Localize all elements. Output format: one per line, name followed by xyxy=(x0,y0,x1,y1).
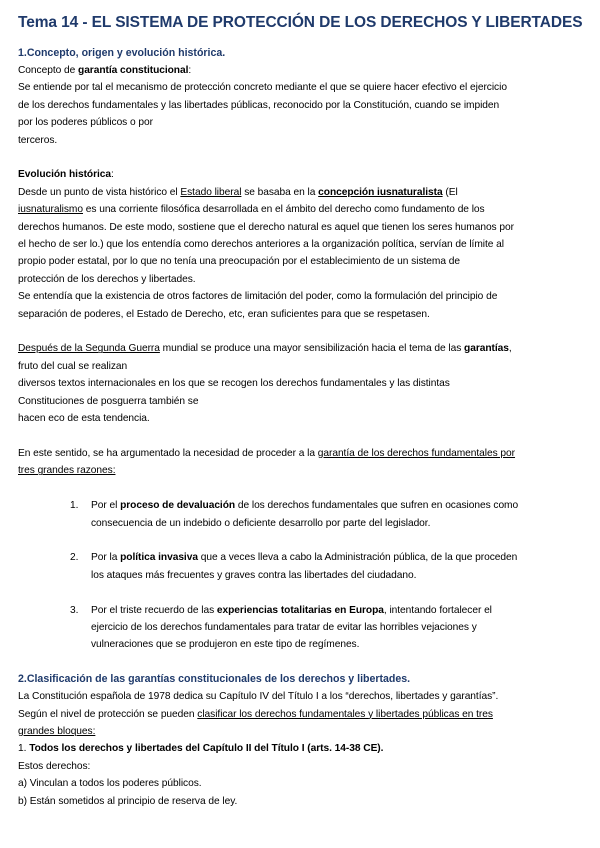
item-b: b) Están sometidos al principio de reserva de ley. xyxy=(18,795,238,807)
reason-item xyxy=(18,549,584,584)
razones-intro-line-1 xyxy=(18,448,515,459)
reason-number: 1. xyxy=(70,500,79,512)
reason-key-term: experiencias totalitarias en Europa xyxy=(216,604,384,616)
text: Por el xyxy=(91,500,121,512)
text: En este sentido, se ha argumentado la necesidad de proceder a la xyxy=(18,447,318,459)
section-1-heading: 1.Concepto, origen y evolución histórica. xyxy=(18,47,226,59)
evolucion-heading: Evolución histórica xyxy=(18,169,112,181)
concept-label: Concepto de xyxy=(18,65,79,76)
concept-line xyxy=(18,62,584,79)
garantia-derechos-term: garantía de los derechos fundamentales por xyxy=(317,447,516,459)
spacer xyxy=(18,654,584,671)
reason-line-1 xyxy=(91,605,492,616)
posguerra-line-1 xyxy=(18,343,512,354)
bloques-term: clasificar los derechos fundamentales y libertades públicas en tres xyxy=(197,708,493,720)
reason-line: consecuencia de un indebido o deficiente desarrollo por parte del legislador. xyxy=(91,517,431,529)
spacer xyxy=(18,149,584,166)
reason-number: 2. xyxy=(70,552,79,564)
iusnaturalismo-term: iusnaturalismo xyxy=(18,204,83,216)
historia-line: protección de los derechos y libertades. xyxy=(18,273,196,285)
section-2-heading: 2.Clasificación de las garantías constitucionales de los derechos y libertades. xyxy=(18,673,411,686)
reason-number: 3. xyxy=(70,604,79,616)
text: es una corriente filosófica desarrollada en el ámbito del derecho como fundamento de los xyxy=(82,204,485,216)
historia-paragraph xyxy=(18,184,584,323)
bloque-1-line xyxy=(18,743,383,754)
spacer xyxy=(18,428,584,445)
definition-line: de los derechos fundamentales y las libertades públicas, reconocido por la Constitución, cuando se impiden xyxy=(18,99,500,111)
segunda-guerra-term: Después de la Segunda Guerra xyxy=(18,343,160,355)
section-clasificacion xyxy=(18,671,584,810)
text: Por la xyxy=(91,552,121,564)
estos-derechos-line: Estos derechos: xyxy=(18,760,91,772)
text: , xyxy=(508,343,512,355)
posguerra-paragraph xyxy=(18,340,584,427)
text: de los derechos fundamentales que sufren en ocasiones como xyxy=(235,500,519,512)
clasificacion-line: La Constitución española de 1978 dedica su Capítulo IV del Título I a los “derechos, libertades y garantías”. xyxy=(18,691,499,703)
historia-line: el hecho de ser lo.) que los entendía como derechos anteriores a la organización política, servían de límite al xyxy=(18,239,504,251)
posguerra-line: hacen eco de esta tendencia. xyxy=(18,413,150,425)
clasificacion-line-2 xyxy=(18,709,493,720)
posguerra-line: diversos textos internacionales en los que se recogen los derechos fundamentales y las distintas xyxy=(18,378,450,390)
estado-liberal-term: Estado liberal xyxy=(180,186,242,198)
concepcion-term: concepción iusnaturalista xyxy=(318,186,443,198)
reason-item xyxy=(18,497,584,532)
definition-paragraph xyxy=(18,79,584,149)
reason-key-term: proceso de devaluación xyxy=(120,500,236,512)
text: Desde un punto de vista histórico el xyxy=(18,186,181,198)
section-concepto xyxy=(18,45,584,671)
spacer xyxy=(18,323,584,340)
item-a: a) Vinculan a todos los poderes públicos. xyxy=(18,778,202,790)
text: que a veces lleva a cabo la Administración pública, de la que proceden xyxy=(197,552,518,564)
historia-line: derechos humanos. De este modo, sostiene que el derecho natural es aquel que tienen los seres humanos por xyxy=(18,221,514,233)
spacer xyxy=(18,480,584,497)
garantias-term: garantías xyxy=(464,343,509,355)
text: , intentando fortalecer el xyxy=(383,604,492,616)
reasons-list xyxy=(18,497,584,654)
razones-intro-paragraph xyxy=(18,445,584,480)
reason-line: vulneraciones que se produjeron en este tipo de regímenes. xyxy=(91,639,360,651)
posguerra-line: fruto del cual se realizan xyxy=(18,360,128,372)
document-page xyxy=(18,14,584,810)
text: Por el triste recuerdo de las xyxy=(91,604,217,616)
bloque-1-number: 1. xyxy=(18,743,30,755)
historia-line-2 xyxy=(18,204,485,215)
text: (El xyxy=(442,186,458,198)
clasificacion-paragraph xyxy=(18,688,584,810)
concept-term: garantía constitucional xyxy=(78,65,189,76)
bloque-1-title: Todos los derechos y libertades del Capítulo II del Título I (arts. 14-38 CE). xyxy=(29,743,384,755)
evolucion-colon: : xyxy=(111,169,114,181)
document-title: Tema 14 - EL SISTEMA DE PROTECCIÓN DE LOS DERECHOS Y LIBERTADES xyxy=(18,14,583,31)
text: Según el nivel de protección se pueden xyxy=(18,708,198,720)
posguerra-line: Constituciones de posguerra también se xyxy=(18,395,199,407)
historia-line: Se entendía que la existencia de otros factores de limitación del poder, como la formulación del principio de xyxy=(18,291,498,303)
tres-razones-term: tres grandes razones: xyxy=(18,465,116,477)
reason-item xyxy=(18,602,584,654)
definition-line: terceros. xyxy=(18,134,58,146)
reason-line: los ataques más frecuentes y graves contra las libertades del ciudadano. xyxy=(91,569,417,581)
evolucion-heading-line xyxy=(18,166,584,183)
reason-key-term: política invasiva xyxy=(120,552,198,564)
historia-line: separación de poderes, el Estado de Derecho, etc, eran suficientes para que se respetasen. xyxy=(18,308,430,320)
text: mundial se produce una mayor sensibilización hacia el tema de las xyxy=(159,343,465,355)
reason-line-1 xyxy=(91,552,517,563)
text: se basaba en la xyxy=(241,186,319,198)
reason-line-1 xyxy=(91,500,518,511)
definition-line: por los poderes públicos o por xyxy=(18,117,153,129)
concept-colon: : xyxy=(188,65,192,76)
reason-line: ejercicio de los derechos fundamentales para tratar de evitar las horribles vejaciones y xyxy=(91,621,477,633)
historia-line-1 xyxy=(18,187,458,198)
historia-line: propio poder estatal, por lo que no tenía una preocupación por el establecimiento de un sistema de xyxy=(18,256,460,268)
grandes-bloques-term: grandes bloques: xyxy=(18,725,96,737)
definition-line: Se entiende por tal el mecanismo de protección concreto mediante el que se quiere hacer efectivo el ejercicio xyxy=(18,82,507,94)
